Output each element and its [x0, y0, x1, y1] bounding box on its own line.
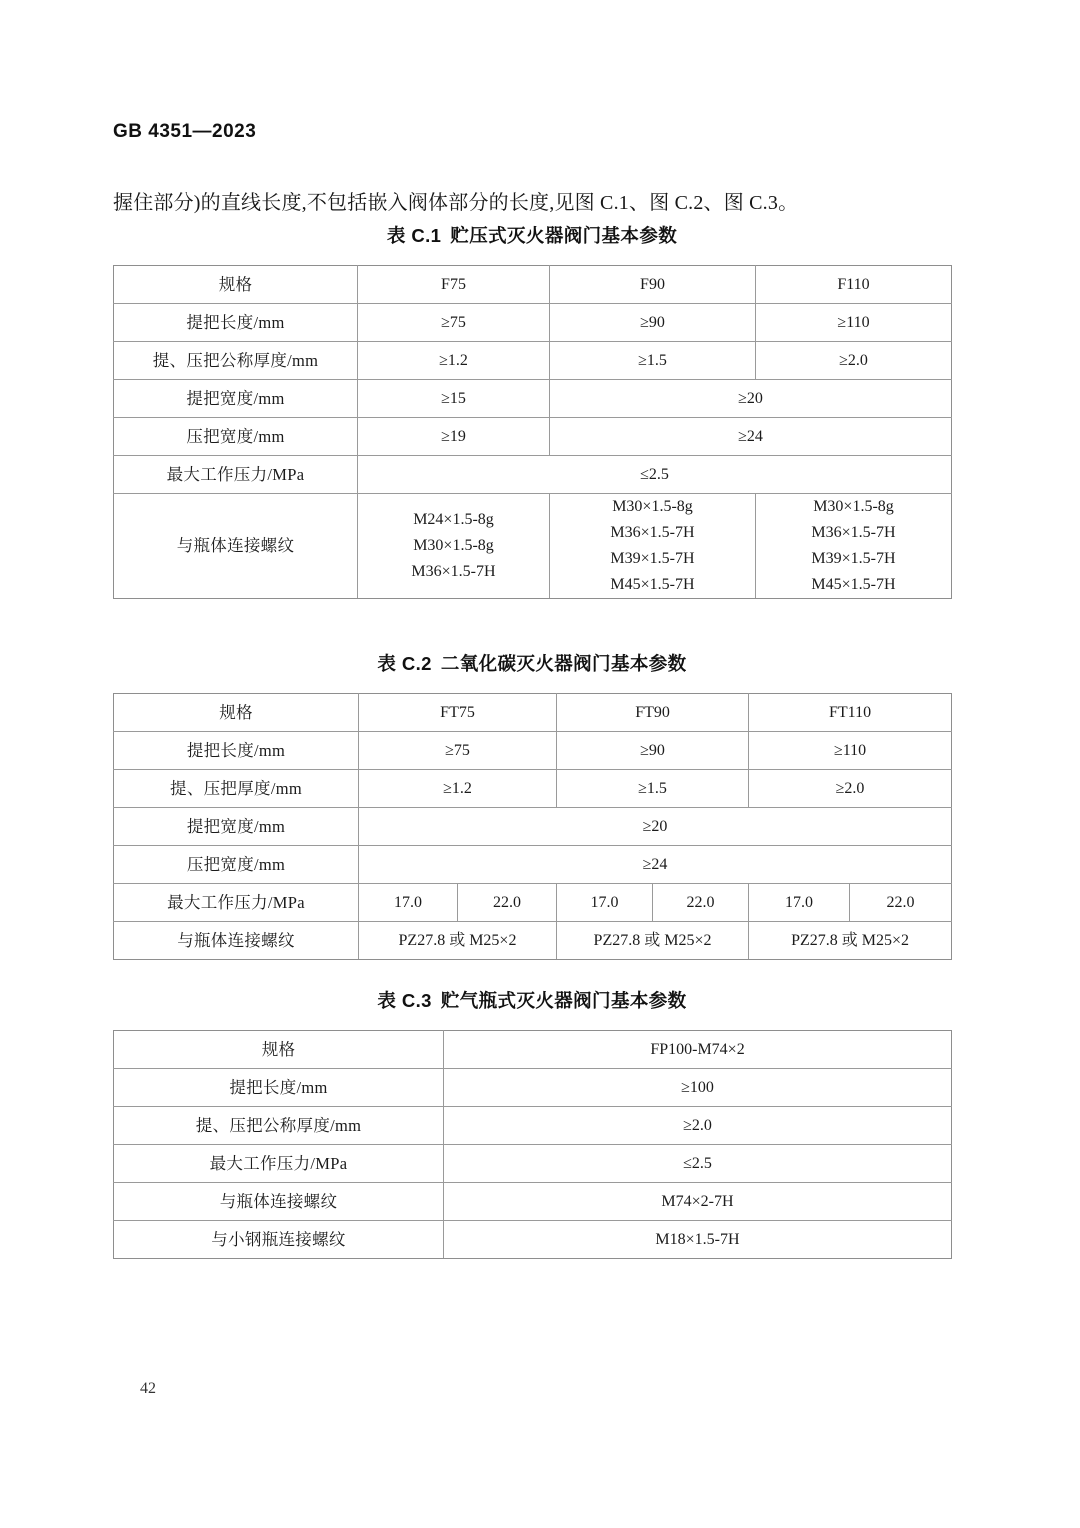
table-c1-caption-number: 表 C.1 — [386, 225, 442, 246]
body-paragraph: 握住部分)的直线长度,不包括嵌入阀体部分的长度,见图 C.1、图 C.2、图 C.3。 — [113, 192, 799, 214]
table-c2-pressure-cell: 17.0 — [359, 884, 458, 922]
table-c2-row-label: 提、压把厚度/mm — [114, 770, 359, 808]
table-c1-cell: ≥19 — [358, 418, 550, 456]
table-c1-col-header-2: F90 — [550, 266, 756, 304]
table-row-header — [114, 266, 952, 304]
table-c2-row-label: 提把宽度/mm — [114, 808, 359, 846]
table-c2-col-header-3: FT110 — [749, 694, 952, 732]
thread-spec: M36×1.5-7H — [411, 563, 496, 580]
thread-spec: M24×1.5-8g — [413, 511, 494, 528]
thread-spec: M30×1.5-8g — [413, 537, 494, 554]
table-c2-pressure-cell: 22.0 — [458, 884, 557, 922]
table-c3-row-label: 与小钢瓶连接螺纹 — [114, 1221, 444, 1259]
table-c1-row-label: 与瓶体连接螺纹 — [114, 494, 358, 599]
table-c3-cell: M74×2-7H — [444, 1183, 952, 1221]
table-c2-thread-cell: PZ27.8 或 M25×2 — [749, 922, 952, 960]
table-c1-cell-merged: ≥20 — [550, 380, 952, 418]
thread-spec: M36×1.5-7H — [811, 524, 896, 541]
thread-spec: M45×1.5-7H — [811, 576, 896, 593]
table-c1-cell: ≥1.5 — [550, 342, 756, 380]
table-row — [114, 304, 952, 342]
table-c1-cell: ≥1.2 — [358, 342, 550, 380]
table-row — [114, 418, 952, 456]
table-c3-cell: FP100-M74×2 — [444, 1031, 952, 1069]
thread-spec: M36×1.5-7H — [610, 524, 695, 541]
table-block-c1 — [113, 222, 951, 599]
table-c3 — [113, 1030, 952, 1259]
table-row-header — [114, 694, 952, 732]
table-c1 — [113, 265, 952, 599]
table-c2-col-header-2: FT90 — [557, 694, 749, 732]
table-c1-cell: ≥110 — [756, 304, 952, 342]
table-c2-cell: ≥1.2 — [359, 770, 557, 808]
table-c1-row-label: 最大工作压力/MPa — [114, 456, 358, 494]
table-c1-row-label: 提、压把公称厚度/mm — [114, 342, 358, 380]
table-row — [114, 1221, 952, 1259]
table-c2-caption — [113, 650, 951, 676]
table-c2-cell: ≥1.5 — [557, 770, 749, 808]
table-row — [114, 732, 952, 770]
table-c2-row-label: 最大工作压力/MPa — [114, 884, 359, 922]
table-c2-pressure-cell: 17.0 — [557, 884, 653, 922]
table-c3-row-label: 最大工作压力/MPa — [114, 1145, 444, 1183]
table-row — [114, 342, 952, 380]
table-c2-col-header-1: FT75 — [359, 694, 557, 732]
table-c2-cell-merged: ≥24 — [359, 846, 952, 884]
table-row — [114, 808, 952, 846]
table-row — [114, 1183, 952, 1221]
table-c2-cell-merged: ≥20 — [359, 808, 952, 846]
table-c2-col-header-0: 规格 — [114, 694, 359, 732]
table-c2-thread-cell: PZ27.8 或 M25×2 — [359, 922, 557, 960]
table-c1-row-label: 提把长度/mm — [114, 304, 358, 342]
table-c1-row-label: 提把宽度/mm — [114, 380, 358, 418]
thread-spec: M30×1.5-8g — [813, 498, 894, 515]
table-c3-cell: ≥2.0 — [444, 1107, 952, 1145]
thread-spec: M45×1.5-7H — [610, 576, 695, 593]
table-c1-col-header-1: F75 — [358, 266, 550, 304]
thread-spec: M39×1.5-7H — [610, 550, 695, 567]
table-c1-cell: ≥15 — [358, 380, 550, 418]
table-c3-row-label: 与瓶体连接螺纹 — [114, 1183, 444, 1221]
table-row-threads — [114, 494, 952, 599]
table-c1-col-header-0: 规格 — [114, 266, 358, 304]
table-c2-row-label: 与瓶体连接螺纹 — [114, 922, 359, 960]
table-c2-pressure-cell: 17.0 — [749, 884, 850, 922]
table-c3-cell: ≥100 — [444, 1069, 952, 1107]
table-c1-caption-title: 贮压式灭火器阀门基本参数 — [450, 225, 678, 246]
standard-code-header: GB 4351—2023 — [113, 121, 257, 142]
table-c2-thread-cell: PZ27.8 或 M25×2 — [557, 922, 749, 960]
table-c2-pressure-cell: 22.0 — [850, 884, 952, 922]
table-c1-cell-merged: ≥24 — [550, 418, 952, 456]
table-c2-row-label: 压把宽度/mm — [114, 846, 359, 884]
table-c2-cell: ≥2.0 — [749, 770, 952, 808]
table-c1-cell: ≥2.0 — [756, 342, 952, 380]
table-c1-thread-cell-f75 — [358, 494, 550, 599]
table-c2-caption-title: 二氧化碳灭火器阀门基本参数 — [440, 653, 687, 674]
table-c1-caption — [113, 222, 951, 248]
table-row-pressure — [114, 884, 952, 922]
table-c3-cell: ≤2.5 — [444, 1145, 952, 1183]
table-c3-caption — [113, 987, 951, 1013]
table-row — [114, 1069, 952, 1107]
table-c1-cell-merged: ≤2.5 — [358, 456, 952, 494]
table-c3-caption-title: 贮气瓶式灭火器阀门基本参数 — [440, 990, 687, 1011]
table-c3-cell: M18×1.5-7H — [444, 1221, 952, 1259]
table-c1-cell: ≥90 — [550, 304, 756, 342]
table-c1-row-label: 压把宽度/mm — [114, 418, 358, 456]
table-row — [114, 846, 952, 884]
table-row — [114, 770, 952, 808]
thread-spec: M39×1.5-7H — [811, 550, 896, 567]
table-c2-row-label: 提把长度/mm — [114, 732, 359, 770]
table-c1-thread-cell-f110 — [756, 494, 952, 599]
table-row — [114, 1145, 952, 1183]
table-c1-col-header-3: F110 — [756, 266, 952, 304]
table-row-threads — [114, 922, 952, 960]
table-c2-cell: ≥75 — [359, 732, 557, 770]
table-c3-row-label: 提、压把公称厚度/mm — [114, 1107, 444, 1145]
table-row — [114, 380, 952, 418]
table-row-header — [114, 1031, 952, 1069]
table-row — [114, 1107, 952, 1145]
table-block-c2 — [113, 650, 951, 960]
table-c2-pressure-cell: 22.0 — [653, 884, 749, 922]
table-c3-row-label: 规格 — [114, 1031, 444, 1069]
table-c3-row-label: 提把长度/mm — [114, 1069, 444, 1107]
table-c1-thread-cell-f90 — [550, 494, 756, 599]
table-c2-caption-number: 表 C.2 — [377, 653, 432, 674]
page-number: 42 — [140, 1380, 156, 1397]
table-row — [114, 456, 952, 494]
table-block-c3 — [113, 987, 951, 1259]
table-c1-cell: ≥75 — [358, 304, 550, 342]
table-c2-cell: ≥110 — [749, 732, 952, 770]
thread-spec: M30×1.5-8g — [612, 498, 693, 515]
table-c2 — [113, 693, 952, 960]
table-c2-cell: ≥90 — [557, 732, 749, 770]
table-c3-caption-number: 表 C.3 — [377, 990, 432, 1011]
